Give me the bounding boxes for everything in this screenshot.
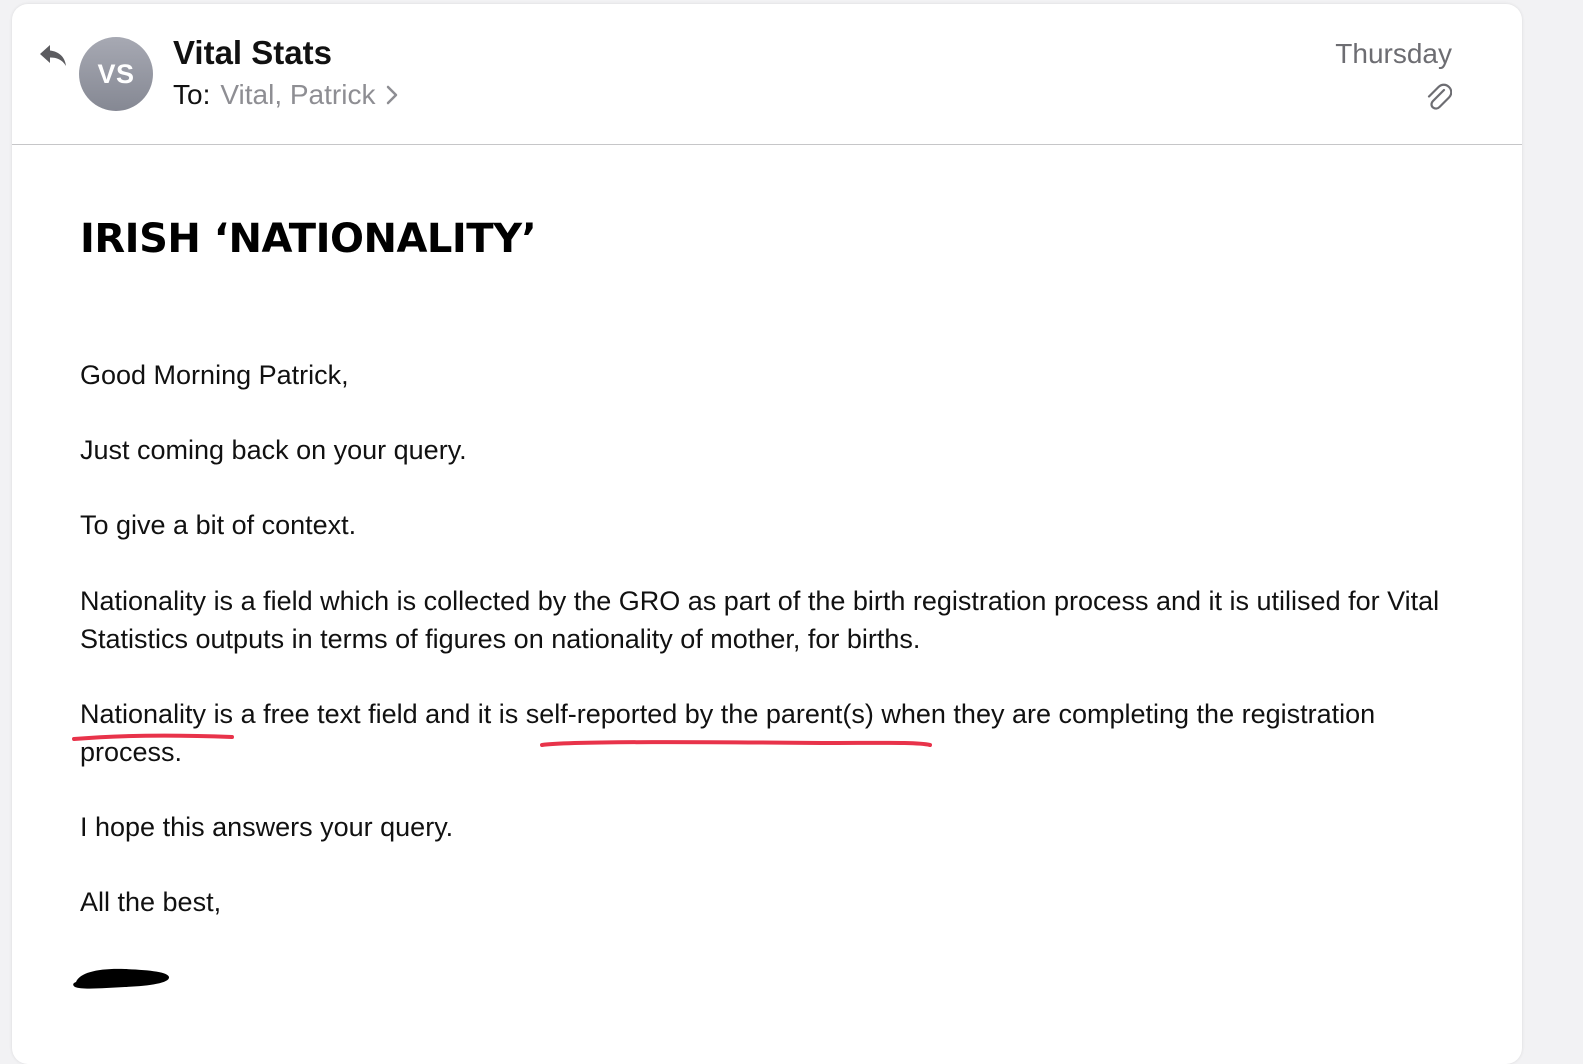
reply-icon[interactable] [38, 42, 68, 70]
recipients-row[interactable] [173, 79, 399, 111]
avatar[interactable]: VS [79, 37, 153, 111]
redacted-signature [70, 962, 172, 992]
body-line-hope: I hope this answers your query. [80, 812, 454, 842]
chevron-right-icon[interactable] [385, 84, 399, 106]
greeting-text: Good Morning Patrick, [80, 360, 349, 390]
to-label: To: [173, 79, 211, 110]
body-line-1: Just coming back on your query. [80, 435, 467, 465]
date-label: Thursday [1335, 38, 1452, 69]
email-card [12, 4, 1522, 1064]
paperclip-icon[interactable] [1424, 82, 1452, 112]
sender-name[interactable]: Vital Stats [173, 34, 332, 71]
header-divider [12, 144, 1522, 145]
closing-text: All the best, [80, 887, 222, 917]
body-paragraph-1: Nationality is a field which is collected by the GRO as part of the birth registration process and it is utilised for Vital Statistics outputs in terms of figures on nationality of mother, for births. [80, 586, 1440, 654]
recipients[interactable]: Vital, Patrick [220, 79, 376, 110]
body-line-2: To give a bit of context. [80, 510, 357, 540]
email-subject: IRISH ‘NATIONALITY’ [80, 216, 537, 262]
body-paragraph-2: Nationality is a free text field and it is self-reported by the parent(s) when they are completing the registration process. [80, 699, 1376, 767]
